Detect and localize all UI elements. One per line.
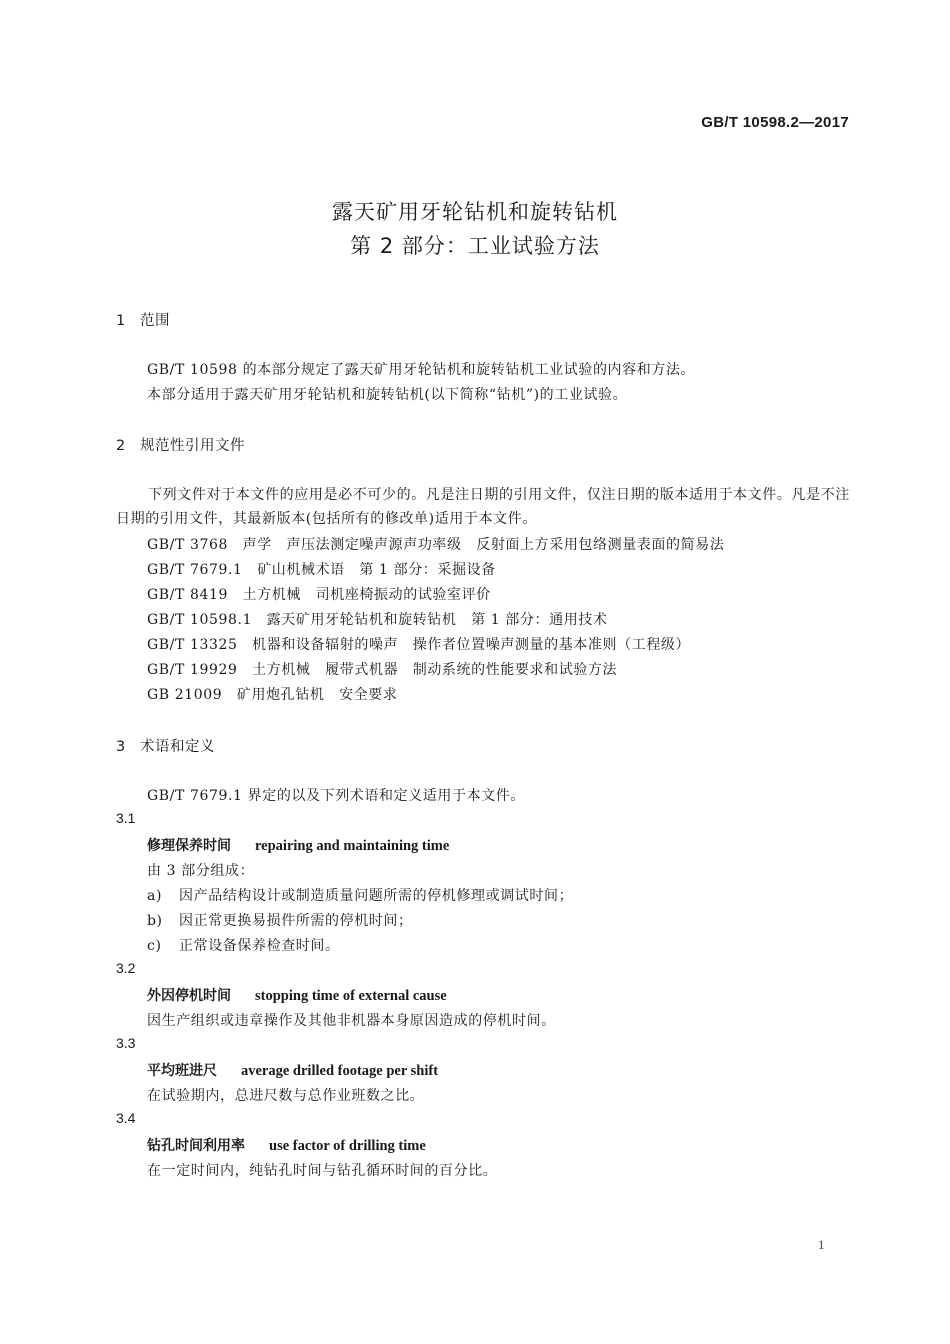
reference-item — [147, 609, 608, 629]
term-english: repairing and maintaining time — [255, 838, 450, 854]
term-number: 3.3 — [116, 1035, 136, 1051]
list-item-text: 因正常更换易损件所需的停机时间； — [179, 913, 413, 929]
term-heading — [147, 1060, 438, 1080]
list-item-text: 正常设备保养检查时间。 — [179, 938, 340, 954]
reference-title: 土方机械 司机座椅振动的试验室评价 — [242, 587, 491, 603]
list-item — [147, 935, 340, 955]
document-title-line2: 第 2 部分：工业试验方法 — [350, 234, 600, 258]
term-number: 3.1 — [116, 810, 136, 826]
terms-intro: GB/T 7679.1 界定的以及下列术语和定义适用于本文件。 — [147, 788, 526, 804]
page-number: 1 — [818, 1237, 825, 1252]
section-number: 3 — [116, 739, 126, 755]
term-definition: 在一定时间内，纯钻孔时间与钻孔循环时间的百分比。 — [147, 1163, 498, 1179]
list-item — [147, 910, 413, 930]
section-heading-normative-references — [116, 434, 245, 455]
term-heading — [147, 835, 449, 855]
reference-item — [147, 634, 690, 654]
section-title: 术语和定义 — [140, 739, 215, 755]
reference-code: GB 21009 — [147, 687, 223, 703]
section-number: 2 — [116, 438, 126, 454]
section-title: 范围 — [140, 313, 170, 329]
term-english: average drilled footage per shift — [241, 1063, 439, 1079]
term-number: 3.2 — [116, 960, 136, 976]
list-marker: c) — [147, 938, 162, 954]
term-chinese: 修理保养时间 — [147, 838, 231, 854]
section-title: 规范性引用文件 — [140, 438, 245, 454]
scope-paragraph-2: 本部分适用于露天矿用牙轮钻机和旋转钻机(以下简称“钻机”)的工业试验。 — [147, 387, 628, 403]
reference-title: 声学 声压法测定噪声源声功率级 反射面上方采用包络测量表面的简易法 — [242, 537, 725, 553]
term-number: 3.4 — [116, 1110, 136, 1126]
term-english: stopping time of external cause — [255, 988, 447, 1004]
section-number: 1 — [116, 313, 126, 329]
term-heading — [147, 985, 447, 1005]
term-chinese: 平均班进尺 — [147, 1063, 217, 1079]
reference-title: 露天矿用牙轮钻机和旋转钻机 第 1 部分：通用技术 — [266, 612, 608, 628]
list-item-text: 因产品结构设计或制造质量问题所需的停机修理或调试时间； — [179, 888, 574, 904]
term-english: use factor of drilling time — [269, 1138, 426, 1154]
reference-title: 机器和设备辐射的噪声 操作者位置噪声测量的基本准则（工程级） — [252, 637, 691, 653]
term-definition: 由 3 部分组成： — [147, 863, 255, 879]
scope-paragraph-1: GB/T 10598 的本部分规定了露天矿用牙轮钻机和旋转钻机工业试验的内容和方法。 — [147, 362, 696, 378]
reference-item — [147, 534, 724, 554]
reference-title: 土方机械 履带式机器 制动系统的性能要求和试验方法 — [252, 662, 618, 678]
reference-item — [147, 584, 491, 604]
term-definition: 因生产组织或违章操作及其他非机器本身原因造成的停机时间。 — [147, 1013, 556, 1029]
reference-item — [147, 684, 397, 704]
list-marker: a) — [147, 888, 163, 904]
references-intro: 下列文件对于本文件的应用是必不可少的。凡是注日期的引用文件，仅注日期的版本适用于本文件。凡是不注日期的引用文件，其最新版本(包括所有的修改单)适用于本文件。 — [116, 487, 850, 527]
section-heading-scope — [116, 309, 170, 330]
reference-code: GB/T 13325 — [147, 637, 238, 653]
reference-code: GB/T 7679.1 — [147, 562, 243, 578]
reference-code: GB/T 19929 — [147, 662, 238, 678]
reference-item — [147, 559, 496, 579]
term-chinese: 外因停机时间 — [147, 988, 231, 1004]
reference-code: GB/T 8419 — [147, 587, 229, 603]
term-heading — [147, 1135, 426, 1155]
reference-code: GB/T 3768 — [147, 537, 229, 553]
reference-title: 矿山机械术语 第 1 部分：采掘设备 — [257, 562, 496, 578]
reference-item — [147, 659, 617, 679]
term-chinese: 钻孔时间利用率 — [147, 1138, 245, 1154]
list-item — [147, 885, 573, 905]
reference-code: GB/T 10598.1 — [147, 612, 253, 628]
list-marker: b) — [147, 913, 163, 929]
document-title-line1: 露天矿用牙轮钻机和旋转钻机 — [332, 200, 618, 224]
section-heading-terms-definitions — [116, 735, 215, 756]
reference-title: 矿用炮孔钻机 安全要求 — [236, 687, 398, 703]
term-definition: 在试验期内，总进尺数与总作业班数之比。 — [147, 1088, 425, 1104]
standard-code: GB/T 10598.2—2017 — [701, 114, 849, 131]
